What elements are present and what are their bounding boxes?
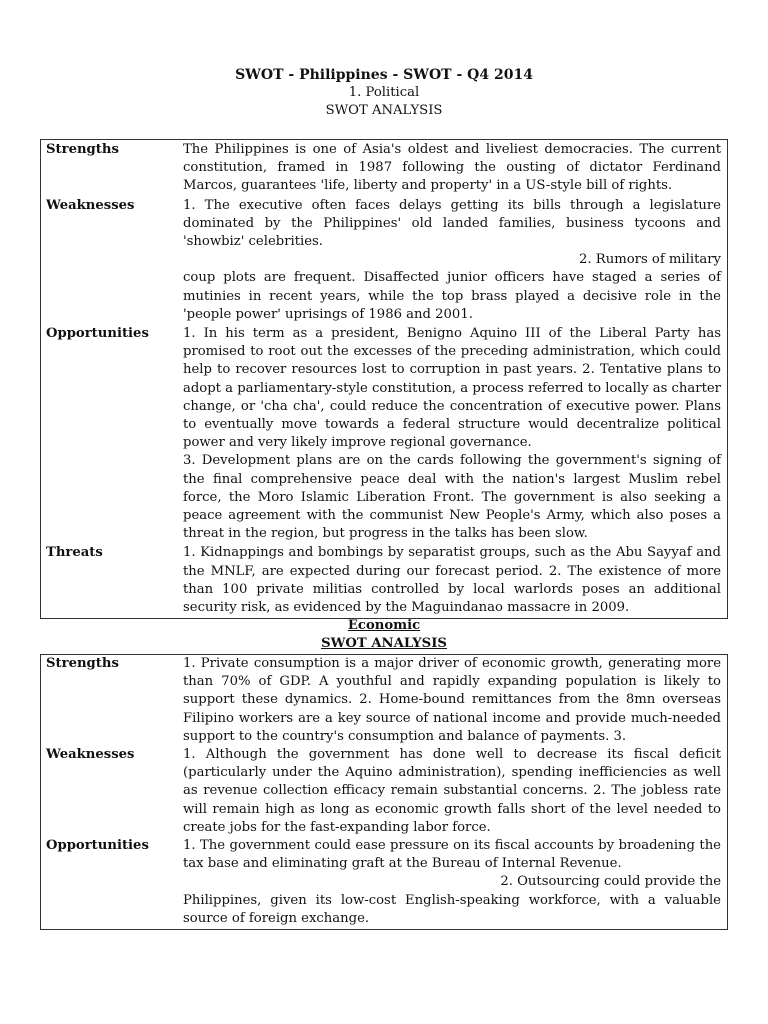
- paragraph: 1. Kidnappings and bombings by separatist groups, such as the Abu Sayyaf and the MNLF, are expected during our forecast period. 2. The existence of more than 100 private militias controlled by local warlords poses an additional security risk, as evidenced by the Maguindanao massacre in 2009.: [183, 545, 721, 616]
- economic-swot-table: [40, 654, 728, 930]
- political-row-opportunities: [41, 324, 728, 543]
- section-heading-economic: Economic: [347, 618, 421, 633]
- category-text: [178, 746, 728, 837]
- paragraph: coup plots are frequent. Disaffected junior officers have staged a series of mutinies in recent years, while the top brass played a decisive role in the 'people power' uprisings of 1986 and 2001.: [183, 270, 721, 322]
- paragraph: The Philippines is one of Asia's oldest and liveliest democracies. The current constitution, framed in 1987 following the ousting of dictator Ferdinand Marcos, guarantees 'life, liberty and property' in a US-style bill of rights.: [183, 142, 721, 194]
- category-text: [178, 837, 728, 930]
- paragraph: 1. Private consumption is a major driver of economic growth, generating more than 70% of GDP. A youthful and rapidly expanding population is likely to support these dynamics. 2. Home-bound remittances from the 8mn overseas Filipino workers are a key source of national income and provide much-needed support to the country's consumption and balance of payments. 3.: [183, 656, 721, 744]
- paragraph: Philippines, given its low-cost English-speaking workforce, with a valuable source of foreign exchange.: [183, 892, 721, 926]
- paragraph: 1. The executive often faces delays getting its bills through a legislature dominated by the Philippines' old landed families, business tycoons and 'showbiz' celebrities.: [183, 197, 721, 250]
- economic-swot-subtitle: SWOT ANALYSIS: [321, 636, 447, 651]
- category-text: [178, 324, 728, 543]
- paragraph: 3. Development plans are on the cards following the government's signing of the final comprehensive peace deal with the nation's largest Muslim rebel force, the Moro Islamic Liberation Front. The government is also seeking a peace agreement with the communist New People's Army, which also poses a threat in the region, but progress in the talks has been slow.: [183, 453, 721, 542]
- political-swot-subtitle: SWOT ANALYSIS: [325, 103, 443, 118]
- document-title: SWOT - Philippines - SWOT - Q4 2014: [235, 67, 533, 83]
- political-row-strengths: [41, 140, 728, 196]
- paragraph: 1. Although the government has done well to decrease its fiscal deficit (particularly under the Aquino administration), spending inefficiencies as well as revenue collection efficacy remain substantial concerns. 2. The jobless rate will remain high as long as economic growth falls short of the level needed to create jobs for the fast-expanding labor force.: [183, 747, 721, 835]
- category-label: Strengths: [46, 142, 119, 157]
- paragraph: 1. The government could ease pressure on its fiscal accounts by broadening the tax base and eliminating graft at the Bureau of Internal Revenue.: [183, 838, 721, 872]
- category-text: [178, 140, 728, 196]
- political-row-threats: [41, 543, 728, 618]
- political-swot-table: [40, 139, 728, 619]
- category-label: Opportunities: [46, 838, 149, 854]
- paragraph: 1. In his term as a president, Benigno Aquino III of the Liberal Party has promised to root out the excesses of the preceding administration, which could help to recover resources lost to corruption in past years. 2. Tentative plans to adopt a parliamentary-style constitution, a process referred to locally as charter change, or 'cha cha', could reduce the concentration of executive power. Plans to eventually move towards a federal structure would decentralize political power and very likely improve regional governance.: [183, 326, 721, 451]
- economic-row-strengths: [41, 655, 728, 747]
- category-label: Strengths: [46, 656, 119, 671]
- section-heading-political: 1. Political: [348, 85, 420, 100]
- category-text: [178, 655, 728, 747]
- category-label: Opportunities: [46, 326, 149, 342]
- category-text: [178, 543, 728, 618]
- economic-row-opportunities: [41, 837, 728, 930]
- political-row-weaknesses: [41, 196, 728, 324]
- economic-row-weaknesses: [41, 746, 728, 837]
- paragraph: 2. Outsourcing could provide the: [500, 874, 721, 890]
- category-label: Weaknesses: [46, 747, 135, 763]
- category-text: [178, 196, 728, 324]
- category-label: Threats: [46, 545, 103, 561]
- paragraph: 2. Rumors of military: [579, 252, 721, 268]
- category-label: Weaknesses: [46, 197, 135, 213]
